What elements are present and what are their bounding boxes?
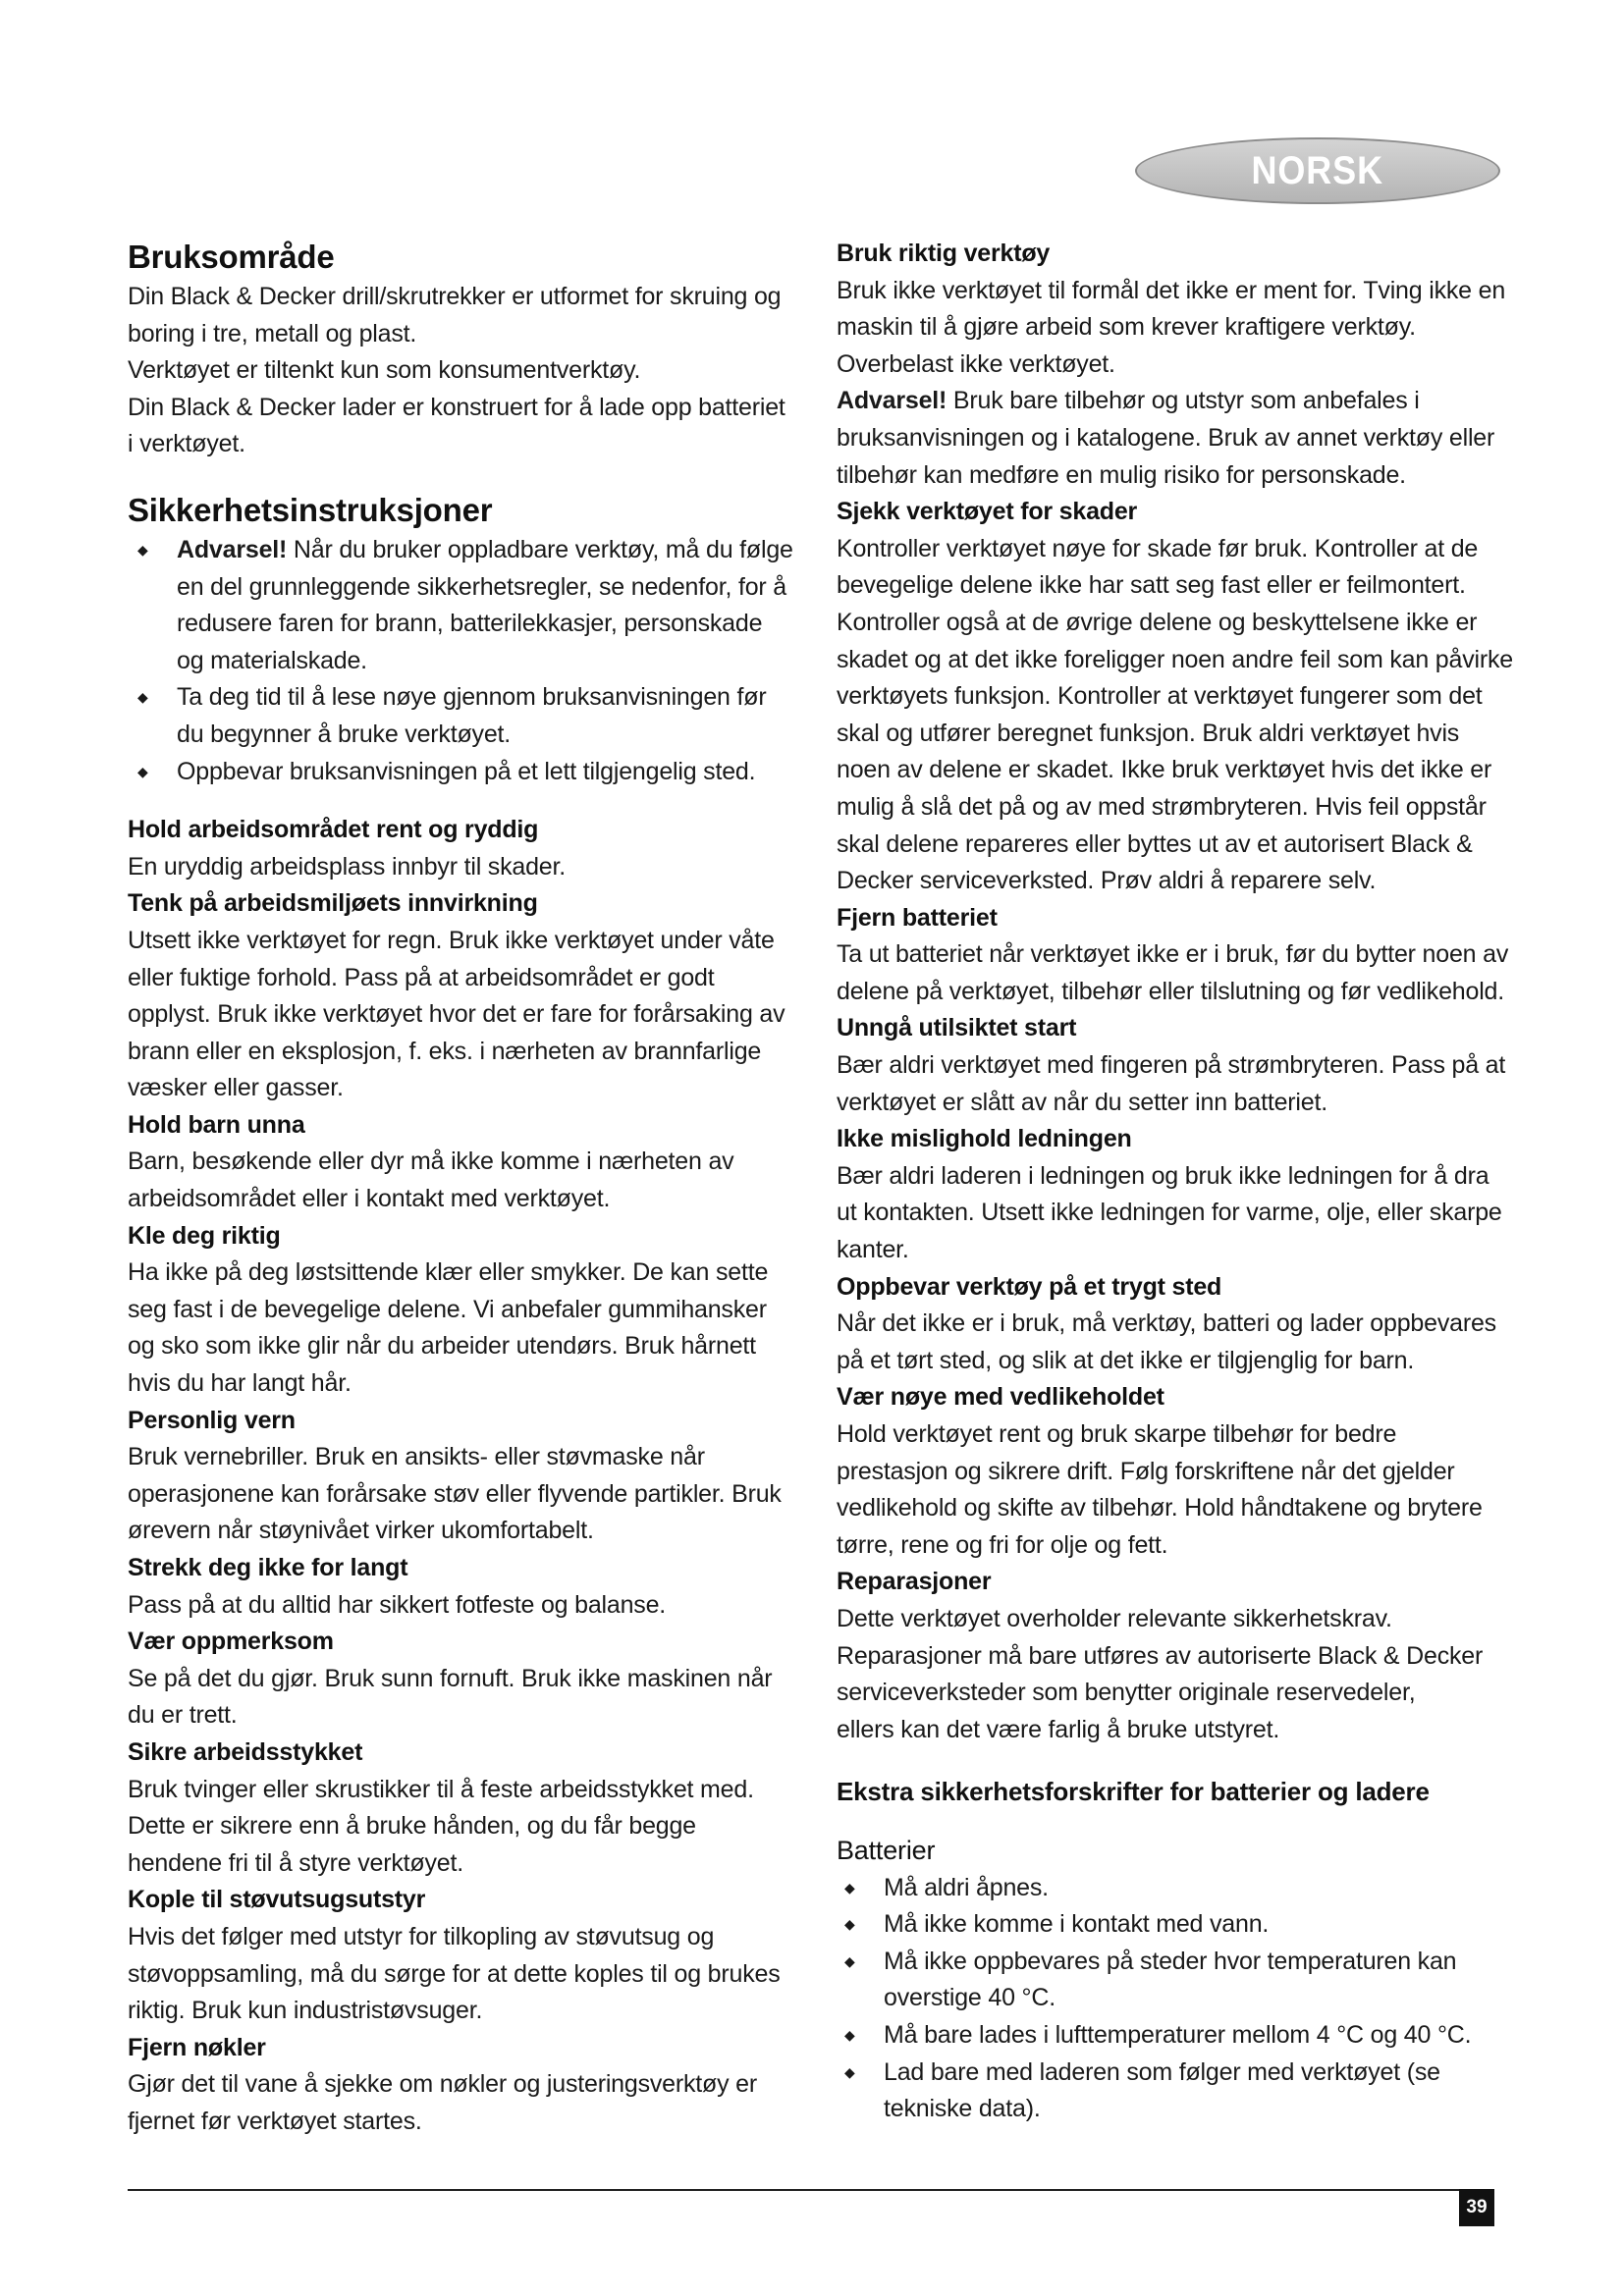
paragraph: Se på det du gjør. Bruk sunn fornuft. Bruk ikke maskinen når du er trett.	[128, 1664, 773, 1730]
footer-divider	[128, 2189, 1494, 2191]
list-item-text: Lad bare med laderen som følger med verktøyet (se tekniske data).	[884, 2057, 1440, 2123]
paragraph: Ta ut batteriet når verktøyet ikke er i bruk, før du bytter noen av delene på verktøyet, tilbehør eller tilslutning og før vedlikehold.	[837, 940, 1509, 1005]
subheading: Ikke mislighold ledningen	[837, 1125, 1132, 1153]
paragraph: Ha ikke på deg løstsittende klær eller smykker. De kan sette seg fast i de bevegelige delene. Vi anbefaler gummihansker og sko som ikke glir når du arbeider utendørs. Bruk hårnett hvis du har langt hår.	[128, 1258, 769, 1398]
paragraph: Bruk ikke verktøyet til formål det ikke er ment for. Tving ikke en maskin til å gjøre arbeid som krever kraftigere verktøy. Overbelast ikke verktøyet.	[837, 276, 1506, 378]
paragraph: Bruk tvinger eller skrustikker til å feste arbeidsstykket med. Dette er sikrere enn å bruke hånden, og du får begge hendene fri til å styre verktøyet.	[128, 1775, 754, 1877]
list-item-text: Må aldri åpnes.	[884, 1873, 1049, 1901]
subheading: Strekk deg ikke for langt	[128, 1554, 408, 1581]
subheading: Vær oppmerksom	[128, 1628, 334, 1656]
list-item-text: Ta deg tid til å lese nøye gjennom bruksanvisningen før du begynner å bruke verktøyet.	[177, 683, 767, 748]
subheading-batteries: Batterier	[837, 1835, 936, 1865]
left-column	[128, 236, 795, 2141]
bullet-icon: ◆	[137, 689, 148, 706]
language-badge	[1135, 137, 1500, 204]
subheading: Reparasjoner	[837, 1568, 992, 1596]
paragraph: Verktøyet er tiltenkt kun som konsumentverktøy.	[128, 356, 641, 385]
list-item	[837, 2017, 1514, 2055]
subheading: Hold barn unna	[128, 1110, 305, 1139]
battery-bullet-list	[837, 1870, 1514, 2128]
bullet-icon: ◆	[844, 1952, 855, 1969]
paragraph: Gjør det til vane å sjekke om nøkler og justeringsverktøy er fjernet før verktøyet startes.	[128, 2070, 758, 2135]
paragraph: Din Black & Decker drill/skrutrekker er utformet for skruing og boring i tre, metall og plast.	[128, 283, 782, 347]
bullet-icon: ◆	[844, 1879, 855, 1896]
subheading: Vær nøye med vedlikeholdet	[837, 1383, 1164, 1412]
bullet-icon: ◆	[137, 763, 148, 779]
list-item	[837, 1870, 1514, 1907]
paragraph: Bær aldri laderen i ledningen og bruk ikke ledningen for å dra ut kontakten. Utsett ikke ledningen for varme, olje, eller skarpe kanter.	[837, 1161, 1502, 1264]
paragraph: Hvis det følger med utstyr for tilkopling av støvutsug og støvoppsamling, må du sørge for at dette koples til og brukes riktig. Bruk kun industristøvsuger.	[128, 1922, 781, 2025]
bullet-icon: ◆	[137, 541, 148, 558]
subheading: Tenk på arbeidsmiljøets innvirkning	[128, 889, 538, 918]
list-item-text: Må bare lades i lufttemperaturer mellom 4 °C og 40 °C.	[884, 2020, 1472, 2049]
bullet-icon: ◆	[844, 1916, 855, 1933]
subheading: Kople til støvutsugsutstyr	[128, 1886, 426, 1914]
paragraph: Hold verktøyet rent og bruk skarpe tilbehør for bedre prestasjon og sikrere drift. Følg forskriftene når det gjelder vedlikehold og skifte av tilbehør. Hold håndtakene og brytere tørre, rene og fri for olje og fett.	[837, 1420, 1483, 1559]
subheading: Fjern batteriet	[837, 903, 998, 932]
list-item	[128, 679, 795, 753]
subheading: Personlig vern	[128, 1406, 296, 1434]
paragraph: Barn, besøkende eller dyr må ikke komme i nærheten av arbeidsområdet eller i kontakt med verktøyet.	[128, 1148, 734, 1213]
paragraph: Utsett ikke verktøyet for regn. Bruk ikke verktøyet under våte eller fuktige forhold. Pass på at arbeidsområdet er godt opplyst. Bruk ikke verktøyet hvor det er fare for forårsaking av brann eller en eksplosjon, f. eks. i nærheten av brannfarlige væsker eller gasser.	[128, 926, 785, 1102]
subheading: Kle deg riktig	[128, 1221, 281, 1250]
list-item	[837, 1944, 1514, 2017]
page-number: 39	[1459, 2189, 1494, 2226]
subheading: Sikre arbeidsstykket	[128, 1737, 363, 1766]
list-item-text: Når du bruker oppladbare verktøy, må du følge en del grunnleggende sikkerhetsregler, se nedenfor, for å redusere faren for brann, batterilekkasjer, personskade og materialskade.	[177, 535, 793, 674]
paragraph: ellers kan det være farlig å bruke utstyret.	[837, 1715, 1280, 1743]
subheading-extra-safety: Ekstra sikkerhetsforskrifter for batterier og ladere	[837, 1777, 1430, 1807]
paragraph: Pass på at du alltid har sikkert fotfeste og balanse.	[128, 1590, 667, 1619]
paragraph: Bær aldri verktøyet med fingeren på strømbryteren. Pass på at verktøyet er slått av når du setter inn batteriet.	[837, 1051, 1506, 1116]
list-item	[837, 1906, 1514, 1944]
safety-bullet-list	[128, 532, 795, 790]
warning-label: Advarsel!	[177, 535, 288, 563]
list-item-text: Må ikke oppbevares på steder hvor temperaturen kan overstige 40 °C.	[884, 1947, 1457, 2012]
bullet-icon: ◆	[844, 2063, 855, 2080]
paragraph: En uryddig arbeidsplass innbyr til skader.	[128, 852, 567, 881]
subheading: Unngå utilsiktet start	[837, 1014, 1077, 1042]
subheading: Sjekk verktøyet for skader	[837, 498, 1138, 526]
bullet-icon: ◆	[844, 2026, 855, 2043]
list-item	[128, 532, 795, 679]
language-label: NORSK	[1251, 148, 1384, 192]
paragraph: Bruk vernebriller. Bruk en ansikts- eller støvmaske når operasjonene kan forårsake støv eller flyvende partikler. Bruk ørevern når støynivået virker ukomfortabelt.	[128, 1443, 782, 1545]
paragraph: Dette verktøyet overholder relevante sikkerhetskrav.	[837, 1604, 1392, 1632]
right-column	[837, 236, 1514, 2128]
subheading: Hold arbeidsområdet rent og ryddig	[128, 816, 539, 844]
paragraph-text: Bruk bare tilbehør og utstyr som anbefales i bruksanvisningen og i katalogene. Bruk av annet verktøy eller tilbehør kan medføre en mulig risiko for personskade.	[837, 387, 1495, 489]
list-item-text: Oppbevar bruksanvisningen på et lett tilgjengelig sted.	[177, 757, 756, 785]
paragraph: Når det ikke er i bruk, må verktøy, batteri og lader oppbevares på et tørt sted, og slik at det ikke er tilgjenglig for barn.	[837, 1309, 1496, 1374]
list-item-text: Må ikke komme i kontakt med vann.	[884, 1910, 1270, 1939]
paragraph: Din Black & Decker lader er konstruert for å lade opp batteriet i verktøyet.	[128, 393, 785, 458]
section-title-sikkerhet: Sikkerhetsinstruksjoner	[128, 491, 493, 528]
paragraph: Reparasjoner må bare utføres av autoriserte Black & Decker serviceverksteder som benytter originale reservedeler,	[837, 1641, 1484, 1707]
section-title-bruksomrade: Bruksområde	[128, 239, 335, 275]
paragraph	[837, 383, 1514, 494]
subheading: Fjern nøkler	[128, 2033, 266, 2061]
subheading: Bruk riktig verktøy	[837, 240, 1051, 267]
warning-label: Advarsel!	[837, 387, 947, 415]
list-item	[837, 2055, 1514, 2128]
list-item	[128, 754, 795, 791]
paragraph: Kontroller verktøyet nøye for skade før bruk. Kontroller at de bevegelige delene ikke har satt seg fast eller er feilmontert. Kontroller også at de øvrige delene og beskyttelsene ikke er skadet og at det ikke foreligger noen andre feil som kan påvirke verktøyets funksjon. Kontroller at verktøyet fungerer som det skal og utfører beregnet funksjon. Bruk aldri verktøyet hvis noen av delene er skadet. Ikke bruk verktøyet hvis det ikke er mulig å slå det på og av med strømbryteren. Hvis feil oppstår skal delene repareres eller byttes ut av et autorisert Black & Decker serviceverksted. Prøv aldri å reparere selv.	[837, 534, 1513, 895]
subheading: Oppbevar verktøy på et trygt sted	[837, 1272, 1222, 1301]
